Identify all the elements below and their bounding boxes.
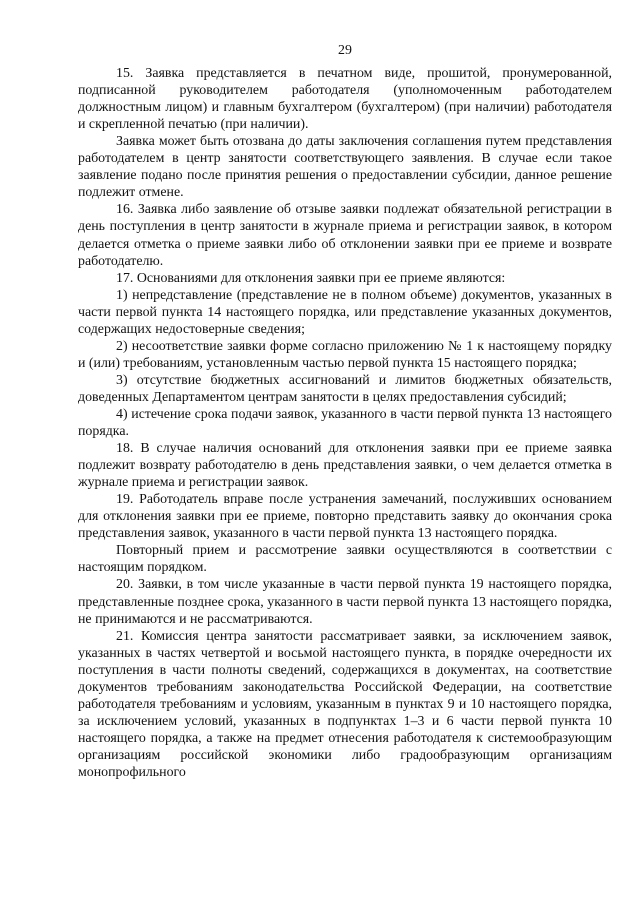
paragraph-17: 17. Основаниями для отклонения заявки при ее приеме являются: — [116, 270, 506, 286]
paragraph-21: 21. Комиссия центра занятости рассматривает заявки, за исключением заявок, указанных в частях четвертой и восьмой настоящего пункта, в порядке очередности их поступления в части полноты сведений, содержащихся в документах, на соответствие документов требованиям законодательства Российской Федерации, на соответствие работодателя требованиям и условиям, указанным в пунктах 9 и 10 настоящего порядка, за исключением условий, указанных в подпунктах 1–3 и 6 части первой пункта 10 настоящего порядка, а также на предмет отнесения работодателя к системообразующим организациям российской экономики либо градообразующим организациям монопрофильного — [78, 628, 612, 780]
paragraph-20: 20. Заявки, в том числе указанные в части первой пункта 19 настоящего порядка, представленные позднее срока, указанного в части первой пункта 13 настоящего порядка, не принимаются и не рассматриваются. — [78, 577, 612, 627]
paragraph-18: 18. В случае наличия оснований для отклонения заявки при ее приеме заявка подлежит возврату работодателю в день представления заявки, о чем делается отметка в журнале приема и регистрации заявок. — [78, 441, 612, 491]
paragraph-19: 19. Работодатель вправе после устранения замечаний, послуживших основанием для отклонения заявки при ее приеме, повторно представить заявку до окончания срока представления заявок, указанного в части первой пункта 13 настоящего порядка. — [78, 492, 612, 542]
paragraph-16: 16. Заявка либо заявление об отзыве заявки подлежат обязательной регистрации в день поступления в центр занятости в журнале приема и регистрации заявок, в котором делается отметка о приеме заявки либо об отклонении заявки при ее приеме и возврате работодателю. — [78, 202, 612, 269]
paragraph-15-withdrawal: Заявка может быть отозвана до даты заключения соглашения путем представления работодателем в центр занятости соответствующего заявления. В случае если такое заявление подано после принятия решения о предоставлении субсидии, данное решение подлежит отмене. — [78, 134, 612, 201]
paragraph-17-item-2: 2) несоответствие заявки форме согласно приложению № 1 к настоящему порядку и (или) требованиям, установленным частью первой пункта 15 настоящего порядка; — [78, 338, 612, 371]
paragraph-19-repeat: Повторный прием и рассмотрение заявки осуществляются в соответствии с настоящим порядком. — [78, 543, 612, 576]
paragraph-17-item-3: 3) отсутствие бюджетных ассигнований и лимитов бюджетных обязательств, доведенных Департаментом центрам занятости в целях предоставления субсидий; — [78, 372, 612, 405]
page-number: 29 — [338, 43, 352, 58]
paragraph-17-item-4: 4) истечение срока подачи заявок, указанного в части первой пункта 13 настоящего порядка. — [78, 406, 612, 440]
paragraph-17-item-1: 1) непредставление (представление не в полном объеме) документов, указанных в части первой пункта 14 настоящего порядка, или представление указанных документов, содержащих недостоверные сведения; — [78, 287, 612, 337]
paragraph-15: 15. Заявка представляется в печатном виде, прошитой, пронумерованной, подписанной руководителем работодателя (уполномоченным работодателем должностным лицом) и главным бухгалтером (бухгалтером) (при наличии) работодателя и скрепленной печатью (при наличии). — [78, 66, 612, 133]
